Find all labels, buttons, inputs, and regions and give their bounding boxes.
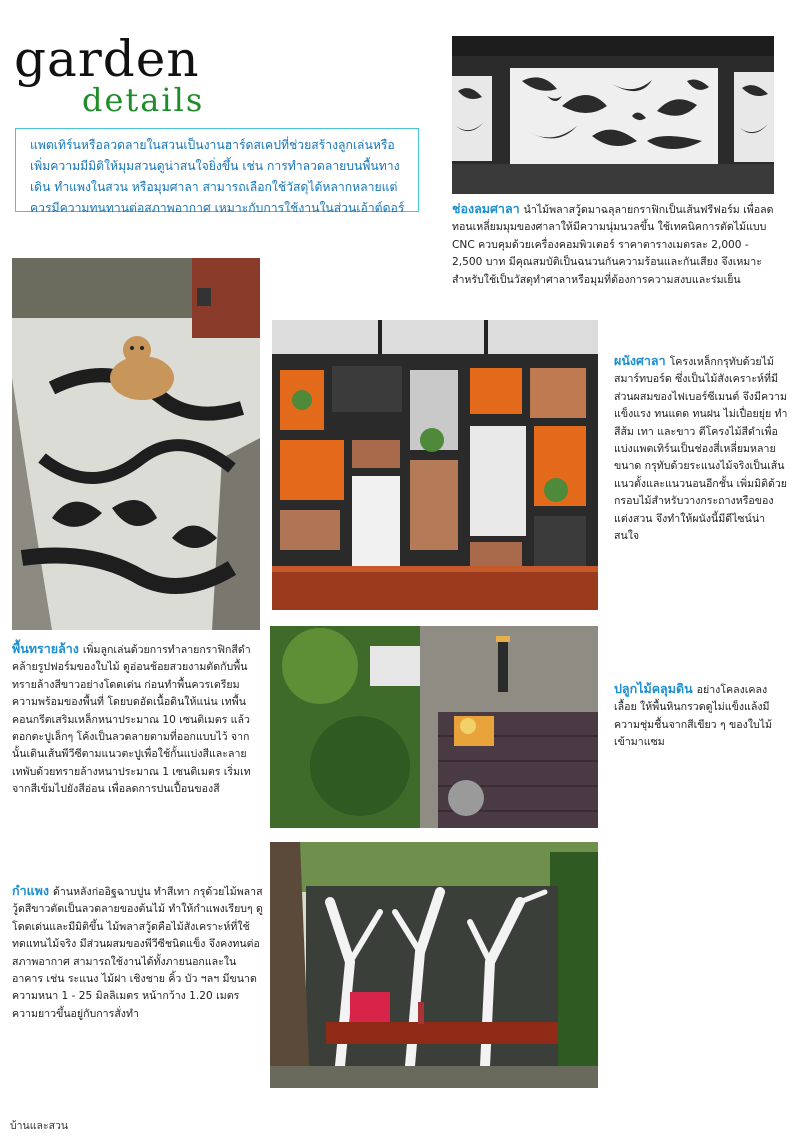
- section-vent-heading: ช่องลมศาลา: [452, 201, 520, 216]
- section-wall: [12, 882, 264, 1023]
- groundcover-photo: [270, 626, 598, 828]
- tree-wall-photo: [270, 842, 598, 1088]
- section-wall-sala-body: โครงเหล็กกรุทับด้วยไม้สมาร์ทบอร์ด ซึ่งเป็นไม้สังเคราะห์ที่มีส่วนผสมของไฟเบอร์ซีเมนต์ จึงมีความแข็งแรง ทนแดด ทนฝน ไม่เปื่อยยุ่ย ทำสีส้ม เทา และขาว ตีโครงไม้สีดำเพื่อแบ่งแพตเทิร์นเป็นช่องสี่เหลี่ยมหลายขนาด กรุทับด้วยระแนงไม้จริงเป็นเส้นแนวตั้งและแนวนอนอีกชั้น เพิ่มมิติด้วยกรอบไม้สำหรับวางกระถางหรือของแต่งสวน จึงทำให้ผนังนี้มีดีไซน์น่าสนใจ: [614, 356, 788, 543]
- sala-wall-photo: [272, 320, 598, 610]
- section-wall-body: ด้านหลังก่ออิฐฉาบปูน ทำสีเทา กรุด้วยไม้พลาสวู้ดสีขาวตัดเป็นลวดลายของต้นไม้ ทำให้กำแพงเรียบๆ ดูโดดเด่นและมีมิติขึ้น ไม้พลาสวู้ดคือไม้สังเคราะห์ที่ใช้ทดแทนไม้จริง มีส่วนผสมของพีวีซีชนิดแข็ง จึงคงทนต่อสภาพอากาศ สามารถใช้งานได้ทั้งภายนอกและในอาคาร เช่น ระแนง ไม้ฝา เชิงชาย คิ้ว บัว ฯลฯ มีขนาดความหนา 1 - 25 มิลลิเมตร หน้ากว้าง 1.20 เมตร ความยาวขึ้นอยู่กับการสั่งทำ: [12, 886, 263, 1020]
- section-floor-body: เพิ่มลูกเล่นด้วยการทำลายกราฟิกสีดำคล้ายรูปฟอร์มของใบไม้ ดูอ่อนช้อยสวยงามตัดกับพื้นทรายล้างสีขาวอย่างโดดเด่น ก่อนทำพื้นควรเตรียมความพร้อมของพื้นที่ โดยบดอัดเนื้อดินให้แน่น เทพื้นคอนกรีตเสริมเหล็กหนาประมาณ 10 เซนติเมตร แล้วตอกตะปูเล็กๆ โค้งเป็นลวดลายตามที่ออกแบบไว้ จากนั้นเดินเส้นพีวีซีตามแนวตะปูเพื่อใช้กั้นแบ่งสีและลาย เทพับด้วยทรายล้างหนาประมาณ 1 เซนติเมตร เริ่มเทจากสีเข้มไปยังสีอ่อน เพื่อลดการปนเปื้อนของสี: [12, 644, 251, 796]
- section-vent-body: นำไม้พลาสวู้ดมาฉลุลายกราฟิกเป็นเส้นฟรีฟอร์ม เพื่อลดทอนเหลี่ยมมุมของศาลาให้มีความนุ่มนวลขึ้น ใช้เทคนิคการตัดไม้แบบ CNC ควบคุมด้วยเครื่องคอมพิวเตอร์ ราคาตารางเมตรละ 2,000 - 2,500 บาท มีคุณสมบัติเป็นฉนวนกันความร้อนและกันเสียง จึงเหมาะสำหรับใช้เป็นวัสดุทำศาลาหรือมุมที่ต้องการความสงบและร่มเย็น: [452, 204, 774, 286]
- section-vent: [452, 200, 774, 289]
- magazine-footer: บ้านและสวน: [10, 1120, 69, 1132]
- section-groundcover: [614, 680, 788, 752]
- vent-photo: [452, 36, 774, 194]
- floor-photo: [12, 258, 260, 630]
- section-floor-heading: พื้นทรายล้าง: [12, 641, 79, 656]
- section-groundcover-body: อย่างโคลงเคลงเลื้อย ให้พื้นหินกรวดดูไม่แข็งแล้งมีความชุ่มชื้นจากสีเขียว ๆ ของใบไม้เข้ามาแซม: [614, 684, 773, 749]
- intro-box: แพตเทิร์นหรือลวดลายในสวนเป็นงานฮาร์ดสเคปที่ช่วยสร้างลูกเล่นหรือเพิ่มความมีมิติให้มุมสวนดูน่าสนใจยิ่งขึ้น เช่น การทำลวดลายบนพื้นทางเดิน ทำแพงในสวน หรือมุมศาลา สามารถเลือกใช้วัสดุได้หลากหลายแต่ควรมีความทนทานต่อสภาพอากาศ เหมาะกับการใช้งานในส่วนเอ้าต์ดอร์: [15, 128, 419, 212]
- section-floor: [12, 640, 260, 799]
- page-subtitle: details: [82, 81, 205, 119]
- section-wall-heading: กำแพง: [12, 883, 49, 898]
- section-wall-sala-heading: ผนังศาลา: [614, 353, 666, 368]
- page-title: garden: [14, 30, 200, 88]
- section-groundcover-heading: ปลูกไม้คลุมดิน: [614, 681, 693, 696]
- section-wall-sala: [614, 352, 788, 545]
